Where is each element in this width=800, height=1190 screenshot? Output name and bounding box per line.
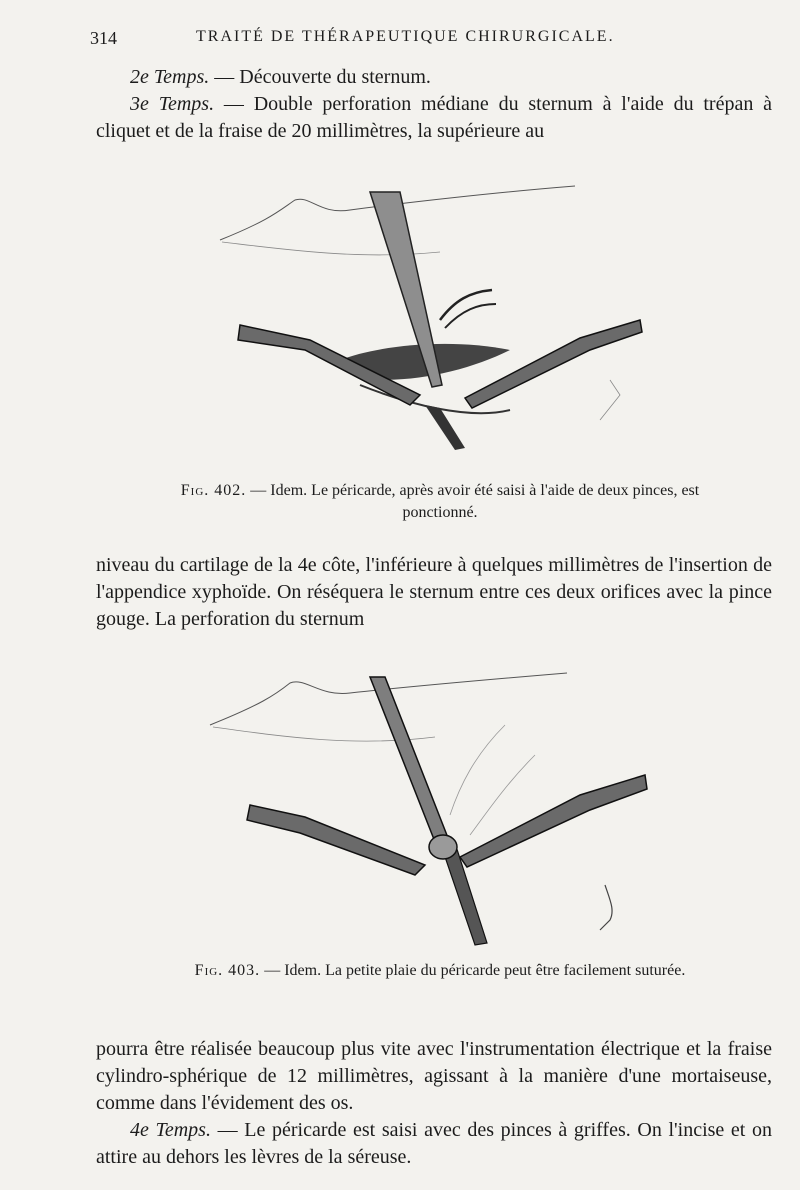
step-4-text: — Le péricarde est saisi avec des pinces à griffes. On l'incise et on attire au dehors les lèvres de la séreuse.	[96, 1119, 773, 1168]
figure-402-illustration	[210, 180, 660, 470]
step-4-name: Temps.	[155, 1119, 211, 1141]
step-3	[96, 91, 772, 145]
page-number: 314	[90, 28, 117, 48]
step-2-text: — Découverte du sternum.	[214, 66, 431, 88]
paragraph-bottom	[96, 1036, 772, 1171]
steps-top	[96, 64, 772, 145]
figure-403-illustration	[205, 665, 650, 950]
paragraph-middle	[96, 552, 772, 633]
figure-403-caption-text: — Idem. La petite plaie du péricarde peut être facilement suturée.	[264, 962, 686, 979]
figure-403-caption	[160, 960, 720, 982]
step-2-number: 2e	[130, 66, 149, 88]
step-3-text: — Double perforation médiane du sternum à l'aide du trépan à cliquet et de la fraise de 20 millimètres, la supérieure au	[96, 93, 773, 142]
step-3-number: 3e	[130, 93, 149, 115]
running-title: TRAITÉ DE THÉRAPEUTIQUE CHIRURGICALE.	[196, 28, 615, 45]
paragraph-middle-text: niveau du cartilage de la 4e côte, l'inférieure à quelques millimètres de l'insertion de l'appendice xyphoïde. On réséquera le sternum entre ces deux orifices avec la pince gouge. La perforation du sternum	[96, 554, 772, 630]
paragraph-bottom-text: pourra être réalisée beaucoup plus vite avec l'instrumentation électrique et la fraise cylindro-sphérique de 12 millimètres, agissant à la manière d'une mortaiseuse, comme dans l'évidement des os.	[96, 1038, 772, 1114]
page-header	[90, 28, 730, 52]
figure-403-label: Fig. 403.	[194, 962, 261, 979]
step-4-number: 4e	[130, 1119, 149, 1141]
step-2-name: Temps.	[153, 66, 210, 88]
step-3-name: Temps.	[158, 93, 215, 115]
figure-402-caption	[160, 480, 720, 524]
step-4	[96, 1117, 772, 1171]
figure-402-label: Fig. 402.	[180, 482, 247, 499]
step-2	[96, 64, 772, 91]
figure-402-caption-text: — Idem. Le péricarde, après avoir été saisi à l'aide de deux pinces, est ponctionné.	[250, 482, 700, 521]
